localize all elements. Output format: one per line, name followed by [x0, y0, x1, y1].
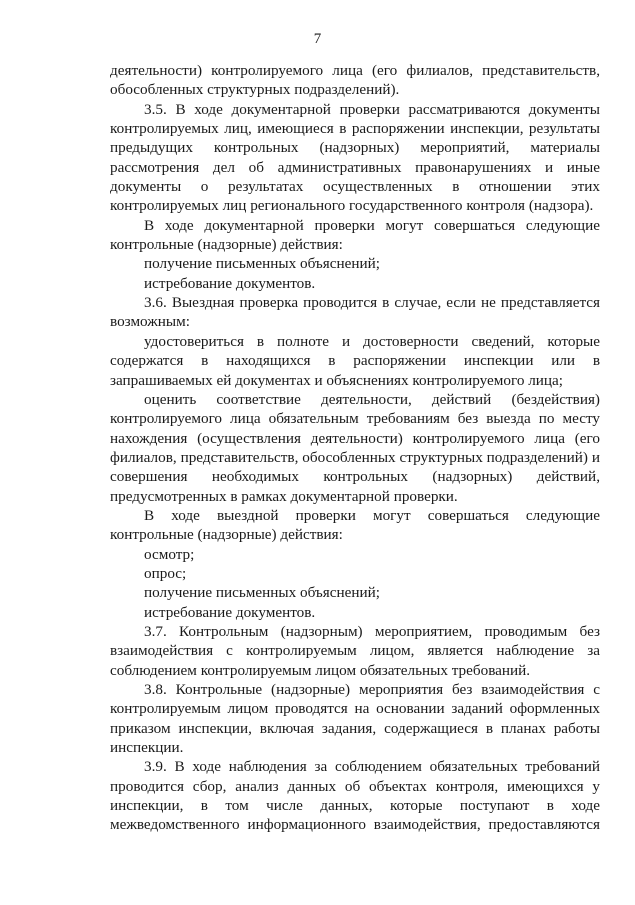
list-item: оценить соответствие деятельности, действий (бездействия) контролируемого лица обязательным требованиям без выезда по месту нахождения (осуществления деятельности) контролируемого лица (его филиалов, представительств, обособленных структурных подразделений) и совершения необходимых контрольных (надзорных) действий, предусмотренных в рамках документарной проверки. [110, 390, 600, 505]
paragraph-onsite-actions: В ходе выездной проверки могут совершаться следующие контрольные (надзорные) действия: [110, 506, 600, 544]
page-number: 7 [313, 31, 322, 47]
list-item: удостовериться в полноте и достоверности сведений, которые содержатся в находящихся в распоряжении инспекции или в запрашиваемых ей документах и объяснениях контролируемого лица; [110, 332, 600, 389]
list-item: получение письменных объяснений; [144, 584, 380, 602]
list-item: истребование документов. [144, 274, 316, 292]
paragraph-3-5: 3.5. В ходе документарной проверки рассматриваются документы контролируемых лиц, имеющиеся в распоряжении инспекции, результаты предыдущих контрольных (надзорных) мероприятий, материалы рассмотрения дел об административных правонарушениях и иные документы о результатах осуществленных в отношении этих контролируемых лиц регионального государственного контроля (надзора). [110, 100, 600, 215]
paragraph-3-7: 3.7. Контрольным (надзорным) мероприятием, проводимым без взаимодействия с контролируемым лицом, является наблюдение за соблюдением контролируемым лицом обязательных требований. [110, 622, 600, 679]
list-item: опрос; [144, 564, 187, 582]
paragraph-3-6: 3.6. Выездная проверка проводится в случае, если не представляется возможным: [110, 294, 600, 331]
list-item: получение письменных объяснений; [144, 255, 380, 273]
paragraph-3-8: 3.8. Контрольные (надзорные) мероприятия без взаимодействия с контролируемым лицом проводятся на основании заданий оформленных приказом инспекции, включая задания, содержащиеся в планах работы инспекции. [110, 681, 600, 757]
list-item: осмотр; [144, 545, 195, 563]
paragraph-3-9: 3.9. В ходе наблюдения за соблюдением обязательных требований проводится сбор, анализ данных об объектах контроля, имеющихся у инспекции, в том числе данных, которые поступают в ходе межведомственного информационного взаимодействия, предоставляются [110, 758, 600, 834]
document-body [110, 61, 600, 835]
list-item: истребование документов. [144, 603, 316, 621]
paragraph-documentary-actions: В ходе документарной проверки могут совершаться следующие контрольные (надзорные) действия: [110, 216, 600, 254]
paragraph-continuation: деятельности) контролируемого лица (его филиалов, представительств, обособленных структурных подразделений). [110, 62, 600, 99]
